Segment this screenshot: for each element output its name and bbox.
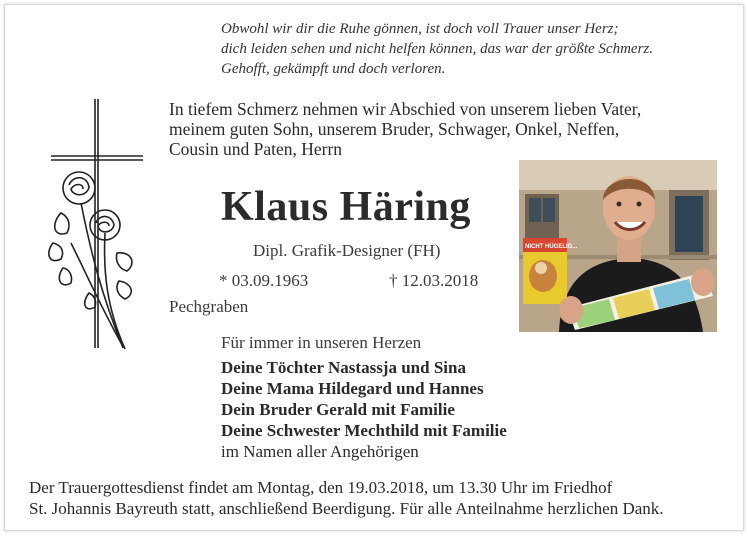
portrait-photo [519, 160, 717, 332]
service-line: St. Johannis Bayreuth statt, anschließend Beerdigung. Für alle Anteilnahme herzlichen Dank. [29, 499, 664, 518]
mourner-line: Dein Bruder Gerald mit Familie [221, 400, 455, 419]
poem [221, 19, 653, 79]
forever-in-hearts: Für immer in unseren Herzen [221, 333, 422, 352]
intro-text [169, 99, 641, 159]
mourner-line: Deine Schwester Mechthild mit Familie [221, 421, 507, 440]
intro-line: Cousin und Paten, Herrn [169, 139, 343, 159]
poem-line: Obwohl wir dir die Ruhe gönnen, ist doch voll Trauer unser Herz; [221, 21, 619, 37]
cross-with-roses-icon [41, 93, 151, 363]
birth-date: * 03.09.1963 [219, 271, 309, 290]
intro-line: meinem guten Sohn, unserem Bruder, Schwager, Onkel, Neffen, [169, 119, 620, 139]
deceased-title: Dipl. Grafik-Designer (FH) [253, 241, 441, 260]
poem-line: dich leiden sehen und nicht helfen können, das war der größte Schmerz. [221, 41, 653, 57]
obituary-notice [4, 4, 744, 531]
death-date: † 12.03.2018 [389, 271, 479, 290]
deceased-name: Klaus Häring [221, 184, 471, 230]
mourners-closing: im Namen aller Angehörigen [221, 442, 419, 461]
mourners-list [221, 357, 507, 462]
poem-line: Gehofft, gekämpft und doch verloren. [221, 61, 446, 77]
intro-line: In tiefem Schmerz nehmen wir Abschied von unserem lieben Vater, [169, 99, 642, 119]
mourner-line: Deine Mama Hildegard und Hannes [221, 379, 484, 398]
funeral-service-info [29, 477, 664, 519]
place-of-residence: Pechgraben [169, 297, 249, 316]
service-line: Der Trauergottesdienst findet am Montag, den 19.03.2018, um 13.30 Uhr im Friedhof [29, 478, 613, 497]
mourner-line: Deine Töchter Nastassja und Sina [221, 358, 466, 377]
book-cover-text: NICHT HÜGELIG... [525, 244, 578, 250]
